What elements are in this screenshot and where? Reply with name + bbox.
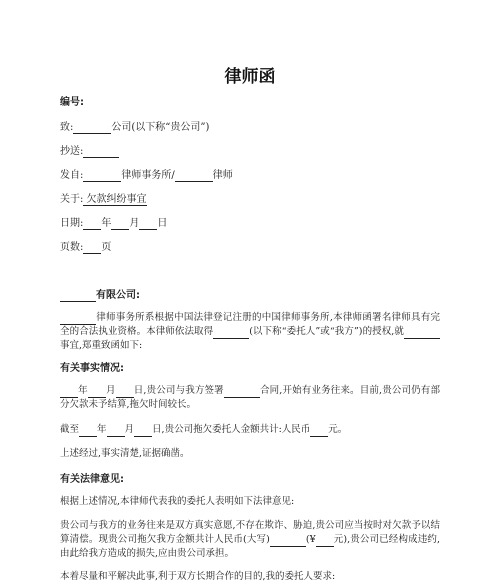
to-blank: [73, 123, 111, 134]
facts2-text-a: 截至: [60, 424, 80, 435]
date-month-blank: [111, 219, 129, 230]
document-title: 律师函: [224, 67, 276, 87]
facts-heading: 有关事实情况:: [60, 363, 124, 374]
facts2-day-blank: [134, 426, 152, 437]
pages-blank: [83, 243, 101, 254]
legal-text-b: (¥: [305, 534, 316, 545]
cc-blank: [83, 147, 119, 158]
date-line: [60, 218, 167, 230]
subject-line: [60, 194, 147, 206]
facts2-year-unit: 年: [97, 424, 107, 435]
addressee-suffix: 有限公司:: [96, 290, 140, 301]
pages-label: 页数:: [60, 242, 84, 253]
legal-amount-words-blank: [270, 536, 306, 547]
subject-value: 欠款纠纷事宜: [83, 194, 147, 205]
legal-paragraph-1: 根据上述情况,本律师代表我的委托人表明如下法律意见:: [60, 496, 295, 507]
intro-paragraph: [60, 311, 440, 353]
cc-line: [60, 146, 119, 158]
intro-firm-blank: [60, 314, 96, 325]
facts-year-unit: 年: [78, 385, 88, 396]
intro-matter-blank: [404, 328, 440, 339]
cc-label: 抄送:: [60, 146, 84, 157]
facts2-month-unit: 月: [124, 424, 135, 435]
from-mid: 律师事务所/: [121, 170, 175, 181]
intro-text-b: (以下称“委托人”或“我方”)的授权,就: [249, 326, 404, 337]
facts2-month-blank: [107, 426, 125, 437]
facts-text-a: 日,贵公司与我方签署: [133, 385, 224, 396]
facts-text-b: 合同,开始有业务往来。目前,贵公司仍有部分欠款未予结算,拖欠时间较长。: [60, 385, 440, 410]
facts-month-blank: [88, 387, 106, 398]
addressee-blank: [60, 291, 96, 302]
date-year-unit: 年: [101, 218, 112, 229]
pages-unit: 页: [101, 242, 112, 253]
legal-text-a: 贵公司与我方的业务往来是双方真实意愿,不存在欺诈、胁迫,贵公司应当按时对欠款予以结算清偿。现贵公司拖欠我方金额共计人民币(大写): [60, 520, 440, 545]
facts-paragraph-3: 上述经过,事实清楚,证据确凿。: [60, 448, 190, 459]
facts-year-blank: [60, 387, 78, 398]
addressee-line: [60, 290, 140, 302]
from-prefix: 发自:: [60, 170, 84, 181]
facts-day-blank: [116, 387, 134, 398]
from-lawyer-blank: [175, 171, 213, 182]
date-day-blank: [139, 219, 157, 230]
facts-paragraph-2: [60, 423, 440, 437]
to-prefix: 致:: [60, 122, 74, 133]
from-firm-blank: [83, 171, 121, 182]
facts2-year-blank: [79, 426, 97, 437]
subject-label: 关于:: [60, 194, 84, 205]
facts-month-unit: 月: [105, 385, 116, 396]
from-suffix: 律师: [212, 170, 233, 181]
facts-contract-blank: [224, 387, 260, 398]
number-label: 编号:: [60, 97, 84, 108]
to-line: [60, 122, 209, 134]
legal-text-c: 元),贵公司已经构成违约,由此给我方造成的损失,应由贵公司承担。: [60, 534, 440, 559]
to-suffix: 公司(以下称“贵公司”): [111, 122, 210, 133]
legal-paragraph-2: [60, 519, 440, 561]
facts2-amount-blank: [310, 426, 328, 437]
intro-text-c: 事宜,郑重致函如下:: [60, 340, 143, 351]
pages-line: [60, 242, 111, 254]
date-month-unit: 月: [129, 218, 140, 229]
from-line: [60, 170, 233, 182]
intro-text-a: 律师事务所系根据中国法律登记注册的中国律师事务所,本律师函署名律师具有完全的合法执业资格。本律师依法取得: [60, 312, 440, 337]
date-day-unit: 日: [157, 218, 168, 229]
date-year-blank: [83, 219, 101, 230]
facts2-text-c: 元。: [328, 424, 348, 435]
facts-paragraph-1: [60, 384, 440, 412]
facts2-text-b: 日,贵公司拖欠委托人金额共计:人民币: [152, 424, 311, 435]
legal-heading: 有关法律意见:: [60, 474, 124, 485]
intro-client-blank: [213, 328, 249, 339]
legal-amount-number-blank: [316, 536, 334, 547]
date-label: 日期:: [60, 218, 84, 229]
legal-paragraph-3: 本着尽量和平解决此事,利于双方长期合作的目的,我的委托人要求:: [60, 571, 336, 582]
